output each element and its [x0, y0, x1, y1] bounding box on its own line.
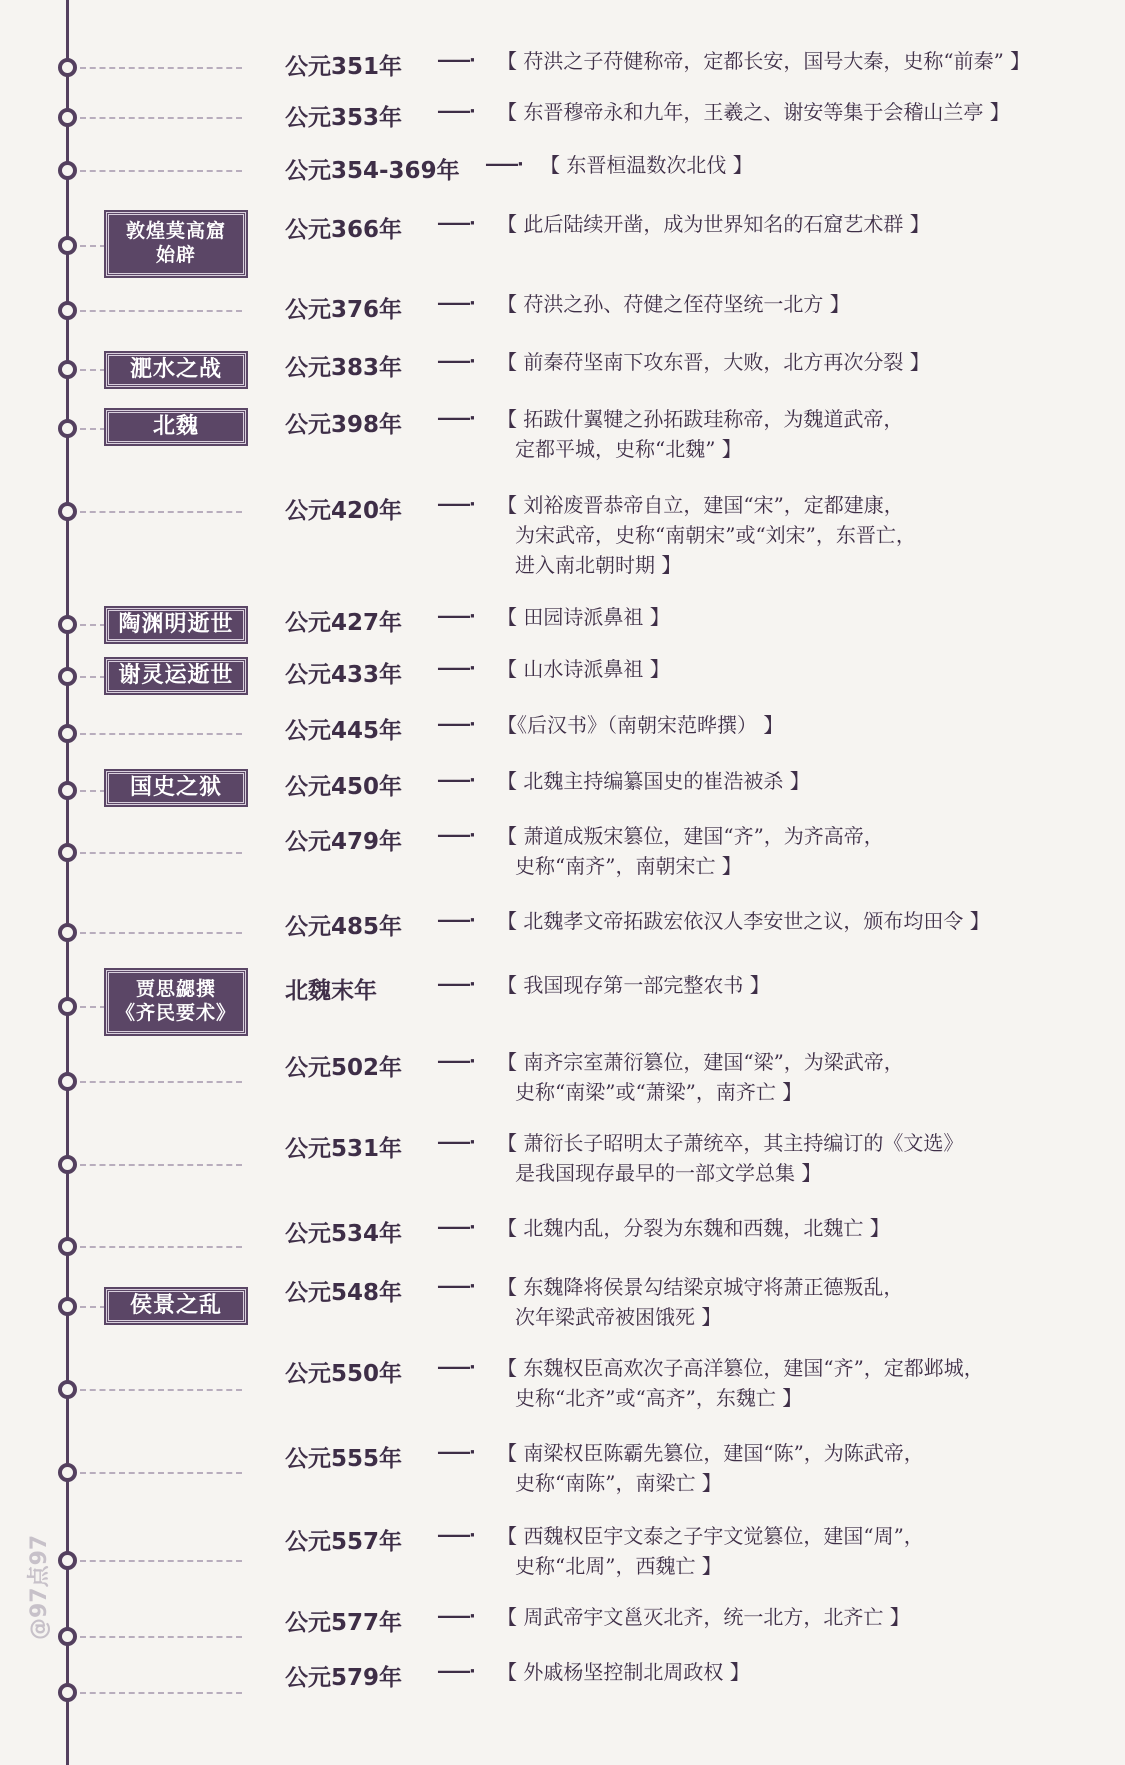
- event-year: 公元433年: [285, 662, 403, 688]
- timeline-node-icon: [58, 1237, 77, 1256]
- event-description-line: 【 外戚杨坚控制北周政权 】: [497, 1660, 750, 1684]
- dashed-connector: [80, 1389, 242, 1391]
- timeline-node-icon: [58, 108, 77, 127]
- event-badge-label: 国史之狱: [129, 774, 222, 801]
- arrow-icon: ——·: [437, 351, 474, 372]
- event-year: 公元398年: [285, 412, 403, 438]
- dashed-connector: [80, 932, 242, 934]
- event-year: 公元485年: [285, 914, 403, 940]
- event-description: [497, 1657, 750, 1687]
- event-year: 公元445年: [285, 718, 403, 744]
- event-year: 公元353年: [285, 105, 403, 131]
- event-description: [497, 404, 903, 464]
- dashed-connector: [80, 310, 242, 312]
- event-description: [497, 46, 1030, 76]
- arrow-icon: ——·: [437, 658, 474, 679]
- event-badge: [106, 410, 246, 444]
- event-description-line: 【 西魏权臣宇文泰之子宇文觉篡位，建国“周”，: [497, 1524, 924, 1548]
- dashed-connector: [80, 1560, 242, 1562]
- event-description-line: 进入南北朝时期 】: [515, 553, 682, 577]
- dashed-connector: [80, 1692, 242, 1694]
- event-description-line: 【 此后陆续开凿，成为世界知名的石窟艺术群 】: [497, 212, 930, 236]
- event-description: [497, 490, 916, 580]
- timeline-node-icon: [58, 419, 77, 438]
- event-badge-label: 北魏: [152, 413, 199, 440]
- event-year: 公元427年: [285, 610, 403, 636]
- event-description-line: 【 苻洪之孙、苻健之侄苻坚统一北方 】: [497, 292, 850, 316]
- event-year: 北魏末年: [285, 978, 377, 1004]
- event-description-line: 【《后汉书》（南朝宋范晔撰） 】: [497, 713, 784, 737]
- event-badge-label: 始辟: [155, 244, 196, 266]
- event-description: [497, 347, 930, 377]
- dashed-connector: [80, 1306, 106, 1308]
- dashed-connector: [80, 1164, 242, 1166]
- timeline-node-icon: [58, 843, 77, 862]
- dashed-connector: [80, 369, 106, 371]
- event-badge: [106, 212, 246, 276]
- timeline-node-icon: [58, 1551, 77, 1570]
- event-description: [497, 970, 770, 1000]
- event-description-line: 为宋武帝，史称“南朝宋”或“刘宋”，东晋亡，: [515, 523, 916, 547]
- event-description: [497, 766, 810, 796]
- event-description-line: 是我国现存最早的一部文学总集 】: [515, 1161, 822, 1185]
- arrow-icon: ——·: [437, 1357, 474, 1378]
- event-description: [497, 97, 1010, 127]
- event-badge: [106, 353, 246, 387]
- event-description: [497, 209, 930, 239]
- timeline-node-icon: [58, 502, 77, 521]
- arrow-icon: ——·: [437, 293, 474, 314]
- dashed-connector: [80, 428, 106, 430]
- timeline-node-icon: [58, 1297, 77, 1316]
- event-description: [497, 1272, 903, 1332]
- event-year: 公元383年: [285, 355, 403, 381]
- event-description: [497, 289, 850, 319]
- event-badge: [106, 659, 246, 693]
- arrow-icon: ——·: [437, 1051, 474, 1072]
- event-description-line: 【 苻洪之子苻健称帝，定都长安，国号大秦，史称“前秦” 】: [497, 49, 1031, 73]
- event-description: [497, 1047, 904, 1107]
- event-description-line: 【 东晋桓温数次北伐 】: [540, 153, 753, 177]
- watermark: @97点97: [27, 1534, 52, 1640]
- event-year: 公元548年: [285, 1280, 403, 1306]
- dashed-connector: [80, 511, 242, 513]
- event-description-line: 【 北魏内乱，分裂为东魏和西魏，北魏亡 】: [497, 1216, 890, 1240]
- event-year: 公元531年: [285, 1136, 403, 1162]
- arrow-icon: ——·: [437, 770, 474, 791]
- arrow-icon: ——·: [437, 1661, 474, 1682]
- timeline-node-icon: [58, 301, 77, 320]
- arrow-icon: ——·: [437, 408, 474, 429]
- event-badge-label: 谢灵运逝世: [118, 662, 234, 689]
- timeline-node-icon: [58, 1683, 77, 1702]
- event-description-line: 定都平城，史称“北魏” 】: [515, 437, 742, 461]
- arrow-icon: ——·: [437, 1217, 474, 1238]
- event-description: [497, 1438, 924, 1498]
- dashed-connector: [80, 1472, 242, 1474]
- arrow-icon: ——·: [437, 494, 474, 515]
- dashed-connector: [80, 852, 242, 854]
- timeline-node-icon: [58, 1380, 77, 1399]
- event-badge: [106, 970, 246, 1034]
- event-description-line: 史称“北周”，西魏亡 】: [515, 1554, 722, 1578]
- dashed-connector: [80, 1081, 242, 1083]
- event-description-line: 史称“南梁”或“萧梁”，南齐亡 】: [515, 1080, 803, 1104]
- timeline-node-icon: [58, 1463, 77, 1482]
- event-description-line: 【 北魏孝文帝拓跋宏依汉人李安世之议，颁布均田令 】: [497, 909, 990, 933]
- timeline-node-icon: [58, 161, 77, 180]
- event-year: 公元450年: [285, 774, 403, 800]
- event-description-line: 【 南梁权臣陈霸先篡位，建国“陈”，为陈武帝，: [497, 1441, 924, 1465]
- event-year: 公元376年: [285, 297, 403, 323]
- dashed-connector: [80, 245, 106, 247]
- event-description: [497, 1602, 910, 1632]
- arrow-icon: ——·: [437, 1132, 474, 1153]
- event-badge: [106, 1289, 246, 1323]
- event-description: [497, 1353, 984, 1413]
- arrow-icon: ——·: [437, 606, 474, 627]
- event-description: [497, 710, 783, 740]
- event-description-line: 【 我国现存第一部完整农书 】: [497, 973, 770, 997]
- event-description: [497, 1521, 924, 1581]
- event-year: 公元502年: [285, 1055, 403, 1081]
- event-year: 公元534年: [285, 1221, 403, 1247]
- arrow-icon: ——·: [437, 1525, 474, 1546]
- event-description: [497, 906, 990, 936]
- dashed-connector: [80, 1246, 242, 1248]
- timeline-node-icon: [58, 236, 77, 255]
- event-badge-label: 淝水之战: [129, 356, 222, 383]
- event-description-line: 【 东魏降将侯景勾结梁京城守将萧正德叛乱，: [497, 1275, 904, 1299]
- dashed-connector: [80, 733, 242, 735]
- event-year: 公元555年: [285, 1446, 403, 1472]
- timeline-axis: [66, 0, 69, 1765]
- arrow-icon: ——·: [437, 714, 474, 735]
- arrow-icon: ——·: [485, 154, 522, 175]
- event-description-line: 【 东魏权臣高欢次子高洋篡位，建国“齐”，定都邺城，: [497, 1356, 984, 1380]
- timeline-node-icon: [58, 724, 77, 743]
- event-badge-label: 侯景之乱: [129, 1292, 222, 1319]
- event-description-line: 【 前秦苻坚南下攻东晋，大败，北方再次分裂 】: [497, 350, 930, 374]
- timeline-node-icon: [58, 1155, 77, 1174]
- event-year: 公元577年: [285, 1610, 403, 1636]
- timeline-node-icon: [58, 667, 77, 686]
- event-badge-label: 敦煌莫高窟: [125, 220, 226, 243]
- dashed-connector: [80, 676, 106, 678]
- event-badge: [106, 771, 246, 805]
- dashed-connector: [80, 1006, 106, 1008]
- arrow-icon: ——·: [437, 1606, 474, 1627]
- arrow-icon: ——·: [437, 101, 474, 122]
- arrow-icon: ——·: [437, 825, 474, 846]
- dashed-connector: [80, 170, 242, 172]
- event-description-line: 史称“北齐”或“高齐”，东魏亡 】: [515, 1386, 803, 1410]
- event-description-line: 【 田园诗派鼻祖 】: [497, 605, 670, 629]
- event-description-line: 【 山水诗派鼻祖 】: [497, 657, 670, 681]
- timeline-node-icon: [58, 1072, 77, 1091]
- event-description: [497, 654, 670, 684]
- event-badge-label: 陶渊明逝世: [118, 611, 234, 638]
- event-year: 公元366年: [285, 217, 403, 243]
- event-year: 公元351年: [285, 54, 403, 80]
- event-description: [540, 150, 753, 180]
- event-description: [497, 821, 884, 881]
- timeline-node-icon: [58, 58, 77, 77]
- timeline-node-icon: [58, 615, 77, 634]
- dashed-connector: [80, 67, 242, 69]
- arrow-icon: ——·: [437, 910, 474, 931]
- event-badge: [106, 608, 246, 642]
- event-badge-label: 贾思勰撰: [135, 978, 216, 1001]
- arrow-icon: ——·: [437, 50, 474, 71]
- event-description-line: 【 北魏主持编纂国史的崔浩被杀 】: [497, 769, 810, 793]
- dashed-connector: [80, 624, 106, 626]
- event-description: [497, 602, 670, 632]
- timeline-node-icon: [58, 923, 77, 942]
- event-year: 公元557年: [285, 1529, 403, 1555]
- arrow-icon: ——·: [437, 1442, 474, 1463]
- event-year: 公元550年: [285, 1361, 403, 1387]
- timeline-node-icon: [58, 360, 77, 379]
- event-description-line: 【 萧衍长子昭明太子萧统卒，其主持编订的《文选》: [497, 1131, 964, 1155]
- event-description-line: 【 刘裕废晋恭帝自立，建国“宋”，定都建康，: [497, 493, 904, 517]
- event-description-line: 【 东晋穆帝永和九年，王羲之、谢安等集于会稽山兰亭 】: [497, 100, 1010, 124]
- dashed-connector: [80, 790, 106, 792]
- event-year: 公元479年: [285, 829, 403, 855]
- event-description-line: 【 萧道成叛宋篡位，建国“齐”，为齐高帝，: [497, 824, 884, 848]
- arrow-icon: ——·: [437, 974, 474, 995]
- dashed-connector: [80, 1636, 242, 1638]
- event-description-line: 【 周武帝宇文邕灭北齐，统一北方，北齐亡 】: [497, 1605, 910, 1629]
- event-description: [497, 1213, 890, 1243]
- event-description-line: 【 拓跋什翼犍之孙拓跋珪称帝，为魏道武帝，: [497, 407, 904, 431]
- arrow-icon: ——·: [437, 213, 474, 234]
- event-description: [497, 1128, 963, 1188]
- timeline-node-icon: [58, 781, 77, 800]
- event-year: 公元420年: [285, 498, 403, 524]
- event-year: 公元354-369年: [285, 158, 460, 184]
- event-description-line: 史称“南齐”，南朝宋亡 】: [515, 854, 742, 878]
- dashed-connector: [80, 117, 242, 119]
- event-description-line: 【 南齐宗室萧衍篡位，建国“梁”，为梁武帝，: [497, 1050, 904, 1074]
- timeline-node-icon: [58, 1627, 77, 1646]
- timeline-node-icon: [58, 997, 77, 1016]
- arrow-icon: ——·: [437, 1276, 474, 1297]
- event-badge-label: 《齐民要术》: [115, 1002, 236, 1024]
- event-description-line: 次年梁武帝被困饿死 】: [515, 1305, 722, 1329]
- event-year: 公元579年: [285, 1665, 403, 1691]
- event-description-line: 史称“南陈”，南梁亡 】: [515, 1471, 722, 1495]
